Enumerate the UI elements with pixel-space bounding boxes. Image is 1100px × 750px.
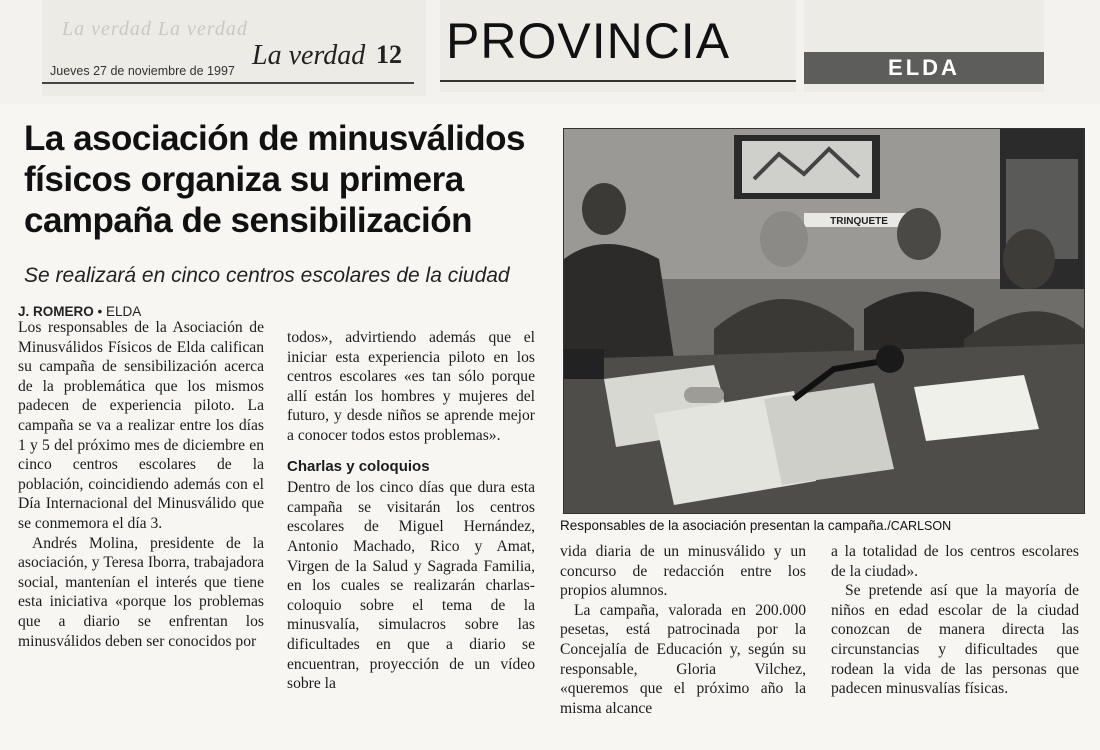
paragraph: vida diaria de un minusválido y un concurso de redacción entre los propios alumnos. — [560, 543, 806, 600]
column-2 — [287, 328, 535, 694]
byline — [18, 304, 141, 319]
masthead-right — [804, 0, 1044, 92]
byline-separator: • — [97, 304, 107, 319]
article — [0, 104, 1100, 750]
paragraph: Andrés Molina, presidente de la asociación, y Teresa Iborra, trabajadora social, mantenían el interés que tiene esta iniciativa «porque los problemas que a diario se enfrentan los minusválidos deben ser conocidos por — [18, 534, 264, 650]
column-4 — [831, 542, 1079, 699]
city-label: ELDA — [804, 52, 1044, 84]
paragraph: Se pretende así que la mayoría de niños en edad escolar de la ciudad conozcan de manera directa las circunstancias y dificultades que rodean la vida de las personas que padecen minusvalías físicas. — [831, 582, 1079, 698]
masthead-left — [42, 0, 426, 96]
paragraph: La campaña, valorada en 200.000 pesetas, está patrocinada por la Concejalía de Educación y, según su responsable, Gloria Vilchez, «queremos que el próximo año la misma alcance — [560, 601, 806, 717]
ghost-text: La verdad La verdad — [62, 18, 248, 40]
press-photo — [563, 128, 1085, 514]
section-rule — [440, 80, 796, 82]
photo-caption — [560, 518, 1080, 533]
masthead-rule — [42, 82, 414, 84]
paragraph: todos», advirtiendo además que el iniciar esta experiencia piloto en los centros escolares «es tan sólo porque allí están los hombres y mujeres del futuro, y desde niños se aprende mejor a conocer todos estos problemas». — [287, 329, 535, 444]
photo-sign-text: TRINQUETE — [830, 216, 888, 227]
paragraph: a la totalidad de los centros escolares de la ciudad». — [831, 543, 1079, 580]
paragraph: Los responsables de la Asociación de Minusválidos Físicos de Elda califican su campaña de sensibilización acerca de la problemática que los mismos padecen de experiencia piloto. La campaña se va a realizar entre los días 1 y 5 del próximo mes de diciembre en cinco centros escolares de la población, coincidiendo además con el Día Internacional del Minusválido que se conmemora el día 3. — [18, 319, 264, 532]
headline: La asociación de minusválidos físicos organiza su primera campaña de sensibilización — [24, 119, 525, 240]
caption-text: Responsables de la asociación presentan la campaña. — [560, 518, 888, 533]
column-1 — [18, 318, 264, 651]
section-subtitle: Charlas y coloquios — [287, 457, 430, 475]
masthead-section — [440, 0, 796, 92]
section-title: PROVINCIA — [446, 13, 731, 69]
subheadline: Se realizará en cinco centros escolares de la ciudad — [24, 264, 510, 287]
byline-place: ELDA — [106, 304, 142, 319]
photo-illustration — [564, 129, 1084, 513]
newspaper-name: La verdad — [252, 40, 366, 71]
issue-date: Jueves 27 de noviembre de 1997 — [50, 64, 235, 78]
column-3 — [560, 542, 806, 718]
page-number: 12 — [376, 40, 402, 69]
byline-author: J. ROMERO — [18, 304, 94, 319]
photo-credit: /CARLSON — [887, 519, 952, 533]
paragraph: Dentro de los cinco días que dura esta campaña se visitarán los centros escolares de Miguel Hernández, Antonio Machado, Rico y Amat, Virgen de la Salud y Sagrada Familia, en los cuales se realizarán charlas-coloquio sobre el tema de la minusvalía, simulacros sobre las dificultades en que a diario se encuentran, proyección de un vídeo sobre la — [287, 479, 535, 693]
